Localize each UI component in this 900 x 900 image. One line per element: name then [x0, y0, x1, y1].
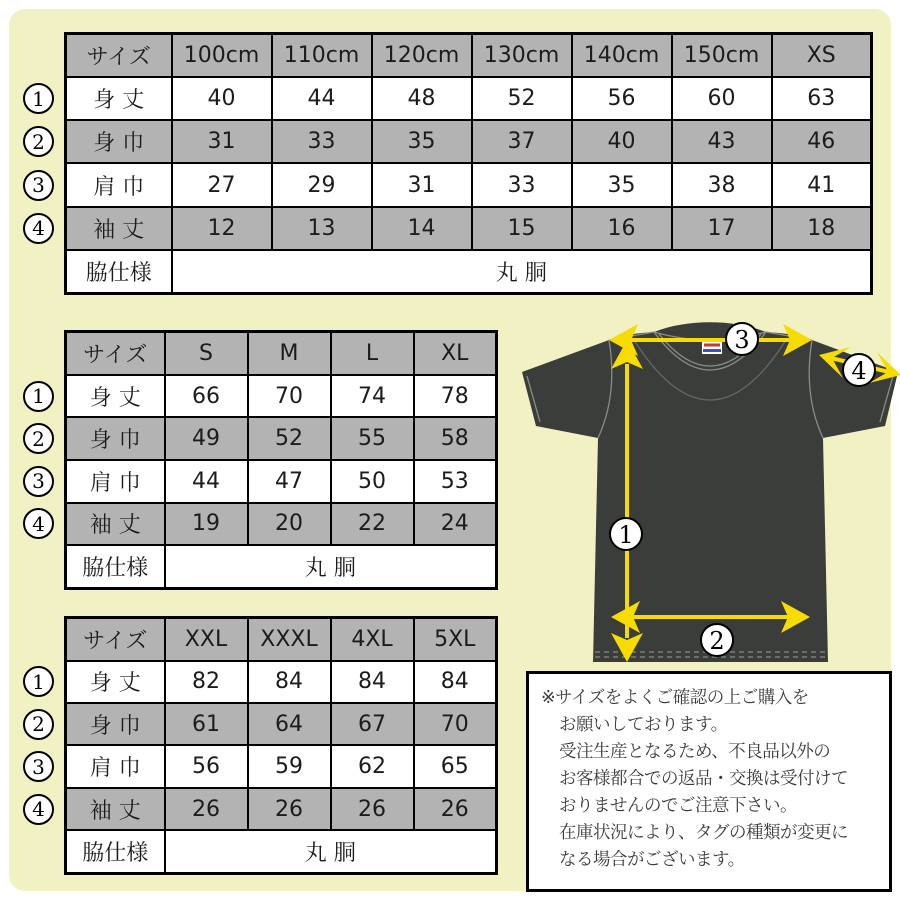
- size-value: 18: [772, 207, 872, 250]
- spec-label: 脇仕様: [66, 250, 172, 294]
- size-value: 84: [248, 661, 331, 703]
- size-row: [66, 703, 497, 745]
- size-value: 40: [172, 77, 272, 120]
- measure-label: 袖 丈: [66, 788, 165, 830]
- size-value: 56: [572, 77, 672, 120]
- size-value: 52: [472, 77, 572, 120]
- spec-label: 脇仕様: [66, 830, 165, 873]
- column-header: 130cm: [472, 34, 572, 78]
- size-value: 13: [272, 207, 372, 250]
- size-value: 20: [248, 503, 331, 546]
- notice-line: ※サイズをよくご確認の上ご購入を: [541, 688, 809, 708]
- size-value: 19: [165, 503, 248, 546]
- size-value: 35: [372, 120, 472, 163]
- measure-marker-3: [726, 323, 758, 355]
- notice-line: なる場合がございます。: [559, 850, 745, 870]
- size-value: 27: [172, 163, 272, 206]
- size-value: 26: [331, 788, 414, 830]
- measure-label: 袖 丈: [66, 207, 172, 250]
- measure-label: 身 丈: [66, 661, 165, 703]
- column-header: XL: [414, 332, 497, 375]
- size-value: 46: [772, 120, 872, 163]
- column-header: S: [165, 332, 248, 375]
- size-value: 65: [414, 745, 497, 787]
- size-value: 48: [372, 77, 472, 120]
- page-background: [9, 9, 891, 891]
- size-value: 64: [248, 703, 331, 745]
- notice-text: [541, 685, 881, 874]
- notice-line: お願いしております。: [559, 715, 728, 735]
- size-value: 38: [672, 163, 772, 206]
- spec-row: [66, 545, 497, 588]
- column-header: XXXL: [248, 618, 331, 661]
- header-row: [66, 618, 497, 661]
- measure-label: 身 巾: [66, 120, 172, 163]
- plus-size-table-wrap: [32, 616, 498, 875]
- size-value: 44: [165, 460, 248, 503]
- size-value: 31: [372, 163, 472, 206]
- spec-row: [66, 830, 497, 873]
- measure-label: 身 丈: [66, 375, 165, 418]
- size-value: 37: [472, 120, 572, 163]
- column-header: サイズ: [66, 332, 165, 375]
- size-value: 22: [331, 503, 414, 546]
- size-value: 67: [331, 703, 414, 745]
- notice-line: お客様都合での返品・交換は受付けて: [559, 769, 848, 789]
- column-header: サイズ: [66, 34, 172, 78]
- size-row: [66, 745, 497, 787]
- kids-size-table-wrap: [32, 32, 873, 295]
- column-header: 140cm: [572, 34, 672, 78]
- size-value: 17: [672, 207, 772, 250]
- kids-sizes-table: [64, 32, 873, 295]
- notice-box: [526, 671, 892, 892]
- size-value: 61: [165, 703, 248, 745]
- size-value: 33: [472, 163, 572, 206]
- row-marker-2: 2: [23, 709, 54, 740]
- size-value: 47: [248, 460, 331, 503]
- spec-label: 脇仕様: [66, 545, 165, 588]
- measure-label: 肩 巾: [66, 460, 165, 503]
- header-row: [66, 332, 497, 375]
- size-row: [66, 120, 872, 163]
- tshirt-body: [522, 322, 898, 662]
- size-value: 15: [472, 207, 572, 250]
- size-value: 70: [248, 375, 331, 418]
- size-row: [66, 460, 497, 503]
- row-marker-3: 3: [23, 466, 54, 497]
- size-value: 70: [414, 703, 497, 745]
- spec-value: 丸 胴: [165, 545, 497, 588]
- measure-label: 身 巾: [66, 417, 165, 460]
- size-value: 26: [165, 788, 248, 830]
- size-value: 33: [272, 120, 372, 163]
- size-value: 82: [165, 661, 248, 703]
- size-value: 12: [172, 207, 272, 250]
- column-header: XS: [772, 34, 872, 78]
- measure-marker-1: [610, 518, 642, 550]
- column-header: XXL: [165, 618, 248, 661]
- size-value: 40: [572, 120, 672, 163]
- size-value: 24: [414, 503, 497, 546]
- size-value: 78: [414, 375, 497, 418]
- size-value: 50: [331, 460, 414, 503]
- size-value: 58: [414, 417, 497, 460]
- marker-digit: 3: [734, 326, 750, 354]
- row-marker-1: 1: [23, 381, 54, 412]
- notice-line: 受注生産となるため、不良品以外の: [559, 742, 831, 762]
- column-header: サイズ: [66, 618, 165, 661]
- size-row: [66, 207, 872, 250]
- size-value: 49: [165, 417, 248, 460]
- tshirt-diagram: [514, 310, 900, 668]
- marker-digit: 1: [618, 521, 634, 549]
- size-value: 55: [331, 417, 414, 460]
- notice-line: おりませんのでご注意下さい。: [559, 796, 797, 816]
- size-value: 84: [414, 661, 497, 703]
- size-row: [66, 417, 497, 460]
- measure-label: 身 巾: [66, 703, 165, 745]
- size-value: 26: [414, 788, 497, 830]
- column-header: 110cm: [272, 34, 372, 78]
- brand-tag: [702, 340, 722, 354]
- size-value: 84: [331, 661, 414, 703]
- row-marker-4: 4: [23, 508, 54, 539]
- plus-sizes-table: [64, 616, 498, 875]
- column-header: 4XL: [331, 618, 414, 661]
- size-value: 26: [248, 788, 331, 830]
- column-header: M: [248, 332, 331, 375]
- spec-value: 丸 胴: [165, 830, 497, 873]
- measure-marker-2: [701, 624, 733, 656]
- row-marker-2: 2: [23, 126, 54, 157]
- size-value: 16: [572, 207, 672, 250]
- size-value: 43: [672, 120, 772, 163]
- notice-line: 在庫状況により、タグの種類が変更に: [559, 823, 848, 843]
- size-value: 29: [272, 163, 372, 206]
- size-value: 63: [772, 77, 872, 120]
- size-row: [66, 375, 497, 418]
- size-value: 62: [331, 745, 414, 787]
- column-header: 120cm: [372, 34, 472, 78]
- row-marker-3: 3: [23, 170, 54, 201]
- spec-row: [66, 250, 872, 294]
- size-value: 59: [248, 745, 331, 787]
- size-value: 60: [672, 77, 772, 120]
- size-row: [66, 163, 872, 206]
- size-value: 74: [331, 375, 414, 418]
- adult-sizes-table: [64, 330, 498, 590]
- size-value: 14: [372, 207, 472, 250]
- column-header: L: [331, 332, 414, 375]
- column-header: 150cm: [672, 34, 772, 78]
- marker-digit: 2: [709, 627, 725, 655]
- adult-size-table-wrap: [32, 330, 498, 590]
- size-value: 31: [172, 120, 272, 163]
- size-value: 52: [248, 417, 331, 460]
- row-marker-1: 1: [23, 83, 54, 114]
- row-marker-3: 3: [23, 751, 54, 782]
- size-value: 35: [572, 163, 672, 206]
- row-marker-1: 1: [23, 666, 54, 697]
- row-marker-4: 4: [23, 794, 54, 825]
- size-row: [66, 661, 497, 703]
- size-row: [66, 77, 872, 120]
- marker-digit: 4: [851, 357, 867, 385]
- size-row: [66, 503, 497, 546]
- size-value: 44: [272, 77, 372, 120]
- row-marker-2: 2: [23, 423, 54, 454]
- row-marker-4: 4: [23, 213, 54, 244]
- size-value: 56: [165, 745, 248, 787]
- spec-value: 丸 胴: [172, 250, 872, 294]
- size-value: 53: [414, 460, 497, 503]
- measure-marker-4: [843, 354, 875, 386]
- measure-label: 袖 丈: [66, 503, 165, 546]
- header-row: [66, 34, 872, 78]
- measure-label: 肩 巾: [66, 163, 172, 206]
- column-header: 5XL: [414, 618, 497, 661]
- size-value: 41: [772, 163, 872, 206]
- column-header: 100cm: [172, 34, 272, 78]
- size-row: [66, 788, 497, 830]
- measure-label: 身 丈: [66, 77, 172, 120]
- size-value: 66: [165, 375, 248, 418]
- measure-label: 肩 巾: [66, 745, 165, 787]
